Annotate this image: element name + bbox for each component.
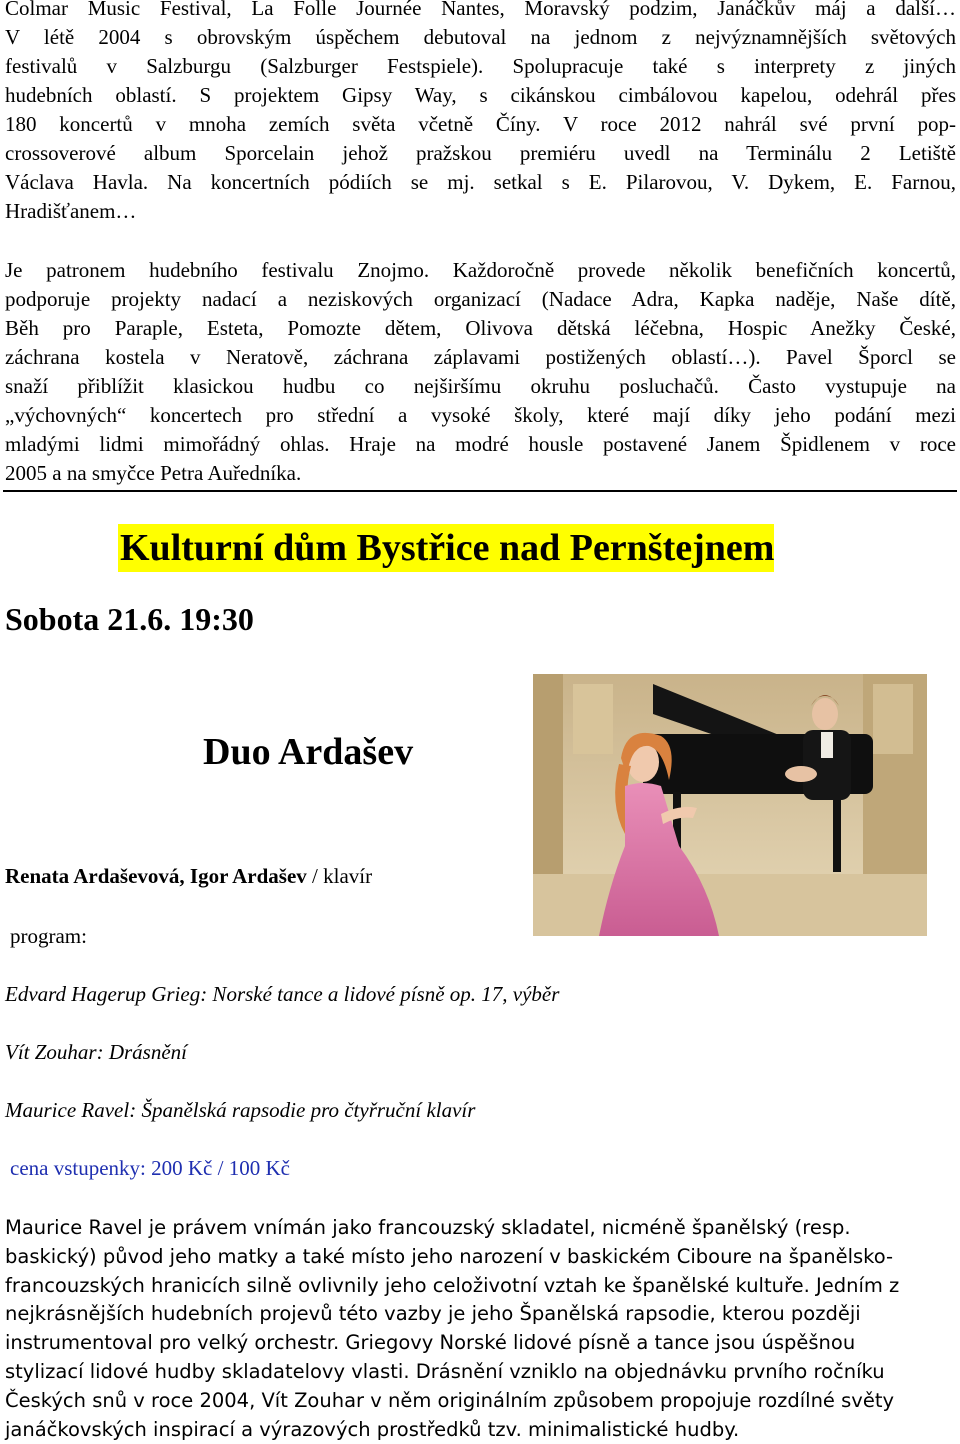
program-item: Edvard Hagerup Grieg: Norské tance a lidové písně op. 17, výběr <box>5 982 560 1006</box>
bio-line: 180 koncertů v mnoha zemích světa včetně Číny. V roce 2012 nahrál své první pop- <box>5 112 956 136</box>
performer-names: Renata Ardaševová, Igor Ardašev <box>5 864 307 888</box>
duo-photo <box>533 674 927 936</box>
description-line: baskický) původ jeho matky a také místo jeho narození v baskickém Ciboure na španělsko- <box>5 1244 894 1268</box>
description-line: instrumentoval pro velký orchestr. Griegovy Norské lidové písně a tance jsou úspěšnou <box>5 1331 856 1355</box>
venue-heading: Kulturní dům Bystřice nad Pernštejnem <box>118 524 774 572</box>
description-line: Maurice Ravel je právem vnímán jako francouzský skladatel, nicméně španělský (resp. <box>5 1216 851 1239</box>
bio-paragraph <box>5 0 956 226</box>
bio-line: Colmar Music Festival, La Folle Journée Nantes, Moravský podzim, Janáčkův máj a další… <box>5 0 956 20</box>
description-line: stylizací lidové hudby skladatelovy vlasti. Drásnění vzniklo na objednávku prvního ročníku <box>5 1359 885 1383</box>
program-item: Vít Zouhar: Drásnění <box>5 1040 188 1064</box>
program-item: Maurice Ravel: Španělská rapsodie pro čtyřruční klavír <box>5 1098 476 1122</box>
patron-line: Je patronem hudebního festivalu Znojmo. Každoročně provede několik benefičních koncertů, <box>5 258 956 282</box>
description-line: Českých snů v roce 2004, Vít Zouhar v něm originálním způsobem propojuje rozdílné světy <box>5 1388 895 1412</box>
patron-line: podporuje projekty nadací a neziskových organizací (Nadace Adra, Kapka naděje, Naše dítě, <box>5 287 956 311</box>
performer-instrument: / klavír <box>306 864 373 888</box>
description-line: janáčkovských inspirací a výrazových prostředků tzv. minimalistické hudby. <box>5 1417 740 1441</box>
patron-line: snaží přiblížit klasickou hudbu co nejširšímu okruhu posluchačů. Často vystupuje na <box>5 374 956 398</box>
patron-line: 2005 a na smyčce Petra Auředníka. <box>5 461 302 485</box>
duo-photo-illustration <box>533 674 927 936</box>
bio-line: Václava Havla. Na koncertních pódiích se mj. setkal s E. Pilarovou, V. Dykem, E. Farnou, <box>5 170 956 194</box>
patron-paragraph <box>5 256 956 488</box>
ticket-price: cena vstupenky: 200 Kč / 100 Kč <box>10 1156 290 1180</box>
patron-line: Běh pro Paraple, Esteta, Pomozte dětem, Olivova dětská léčebna, Hospic Anežky České, <box>5 316 956 340</box>
bio-line: V létě 2004 s obrovským úspěchem debutoval na jednom z nejvýznamnějších světových <box>5 25 956 49</box>
description-line: francouzských hranicích silně ovlivnily jeho celoživotní vztah ke španělské kultuře. Jedním z <box>5 1273 900 1297</box>
description-paragraph <box>5 1214 956 1444</box>
event-date: Sobota 21.6. 19:30 <box>5 601 254 637</box>
performers-line <box>5 861 372 891</box>
program-label: program: <box>10 924 87 948</box>
patron-line: záchrana kostela v Neratově, záchrana záplavami postižených oblastí…). Pavel Šporcl se <box>5 345 956 369</box>
patron-line: mladými lidmi mimořádný ohlas. Hraje na modré housle postavené Janem Špidlenem v roce <box>5 432 956 456</box>
bio-line: festivalů v Salzburgu (Salzburger Festspiele). Spolupracuje také s interprety z jiných <box>5 54 956 78</box>
bio-line: hudebních oblastí. S projektem Gipsy Way, s cikánskou cimbálovou kapelou, odehrál přes <box>5 83 956 107</box>
section-divider <box>3 490 957 492</box>
description-line: nejkrásnějších hudebních projevů této vazby je jeho Španělská rapsodie, kterou později <box>5 1302 861 1326</box>
patron-line: „výchovných“ koncertech pro střední a vysoké školy, které mají díky jeho podání mezi <box>5 403 956 427</box>
ensemble-title: Duo Ardašev <box>203 731 414 773</box>
bio-line: crossoverové album Sporcelain jehož pražskou premiéru uvedl na Terminálu 2 Letiště <box>5 141 956 165</box>
bio-line: Hradišťanem… <box>5 199 137 223</box>
